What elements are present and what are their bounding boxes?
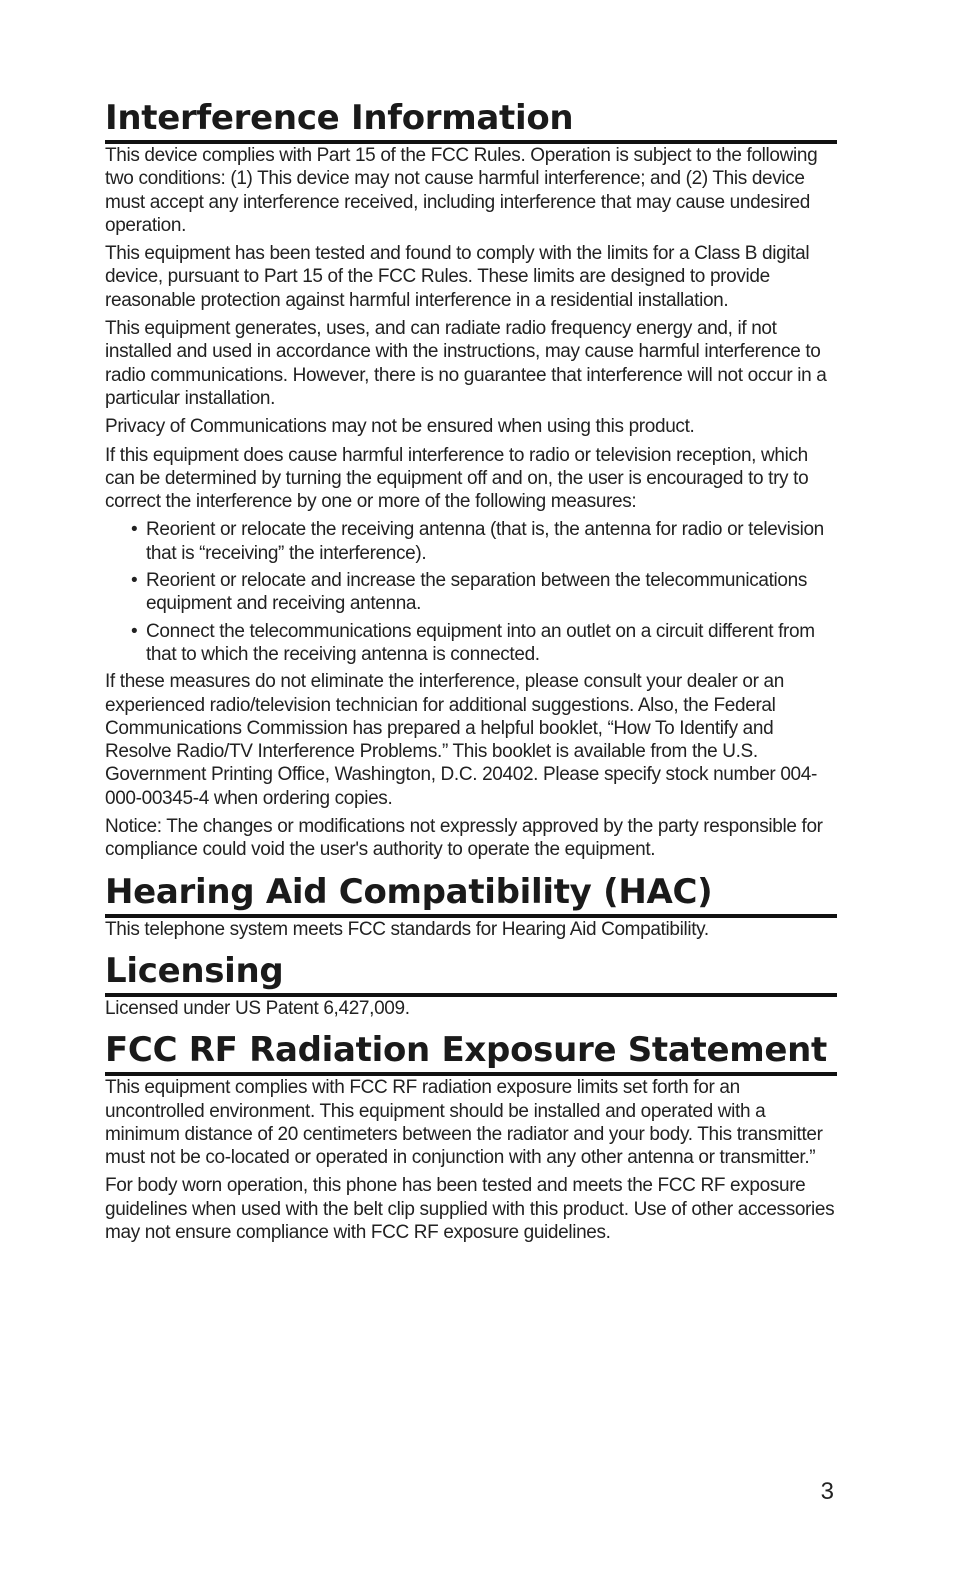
paragraph: This equipment generates, uses, and can radiate radio frequency energy and, if not installed and used in accordance with the instructions, may cause harmful interference to radio communications. However, there is no guarantee that interference will not occur in a particular installation.	[105, 318, 827, 409]
list-item-text: Reorient or relocate and increase the separation between the telecommunications equipment and receiving antenna.	[146, 570, 807, 615]
paragraph: This device complies with Part 15 of the FCC Rules. Operation is subject to the following two conditions: (1) This device may not cause harmful interference; and (2) This device must accept any interference received, including interference that may cause undesired operation.	[105, 145, 818, 236]
paragraph: If these measures do not eliminate the interference, please consult your dealer or an experienced radio/television technician for additional suggestions. Also, the Federal Communications Commission has prepared a helpful booklet, “How To Identify and Resolve Radio/TV Interference Problems.” This booklet is available from the U.S. Government Printing Office, Washington, D.C. 20402. Please specify stock number 004-000-00345-4 when ordering copies.	[105, 671, 817, 809]
paragraph: Licensed under US Patent 6,427,009.	[105, 997, 410, 1019]
heading-licensing: Licensing	[105, 951, 837, 997]
bullet-icon: •	[131, 620, 138, 642]
notice-paragraph: Notice: The changes or modifications not expressly approved by the party responsible for compliance could void the user's authority to operate the equipment.	[105, 816, 823, 861]
heading-fcc-rf-radiation-exposure: FCC RF Radiation Exposure Statement	[105, 1030, 837, 1076]
paragraph: This equipment complies with FCC RF radiation exposure limits set forth for an uncontrolled environment. This equipment should be installed and operated with a minimum distance of 20 centimeters between the radiator and your body. This transmitter must not be co-located or operated in conjunction with any other antenna or transmitter.”	[105, 1077, 823, 1169]
bullet-icon: •	[131, 570, 138, 592]
page-number: 3	[820, 1478, 834, 1505]
measures-list	[105, 518, 837, 666]
heading-interference-information: Interference Information	[105, 98, 837, 144]
bullet-icon: •	[131, 519, 138, 541]
list-item	[131, 518, 837, 565]
document-page	[105, 98, 837, 1249]
paragraph: This telephone system meets FCC standards for Hearing Aid Compatibility.	[105, 918, 709, 940]
paragraph: Privacy of Communications may not be ensured when using this product.	[105, 416, 695, 438]
heading-hearing-aid-compatibility: Hearing Aid Compatibility (HAC)	[105, 872, 837, 918]
list-item	[131, 569, 837, 616]
list-item	[131, 620, 837, 667]
list-item-text: Reorient or relocate the receiving antenna (that is, the antenna for radio or television that is “receiving” the interference).	[146, 519, 824, 564]
paragraph: This equipment has been tested and found to comply with the limits for a Class B digital device, pursuant to Part 15 of the FCC Rules. These limits are designed to provide reasonable protection against harmful interference in a residential installation.	[105, 243, 810, 311]
paragraph: For body worn operation, this phone has been tested and meets the FCC RF exposure guidelines when used with the belt clip supplied with this product. Use of other accessories may not ensure compliance with FCC RF exposure guidelines.	[105, 1175, 835, 1243]
list-item-text: Connect the telecommunications equipment into an outlet on a circuit different from that to which the receiving antenna is connected.	[146, 620, 815, 665]
paragraph: If this equipment does cause harmful interference to radio or television reception, which can be determined by turning the equipment off and on, the user is encouraged to try to correct the interference by one or more of the following measures:	[105, 444, 809, 513]
